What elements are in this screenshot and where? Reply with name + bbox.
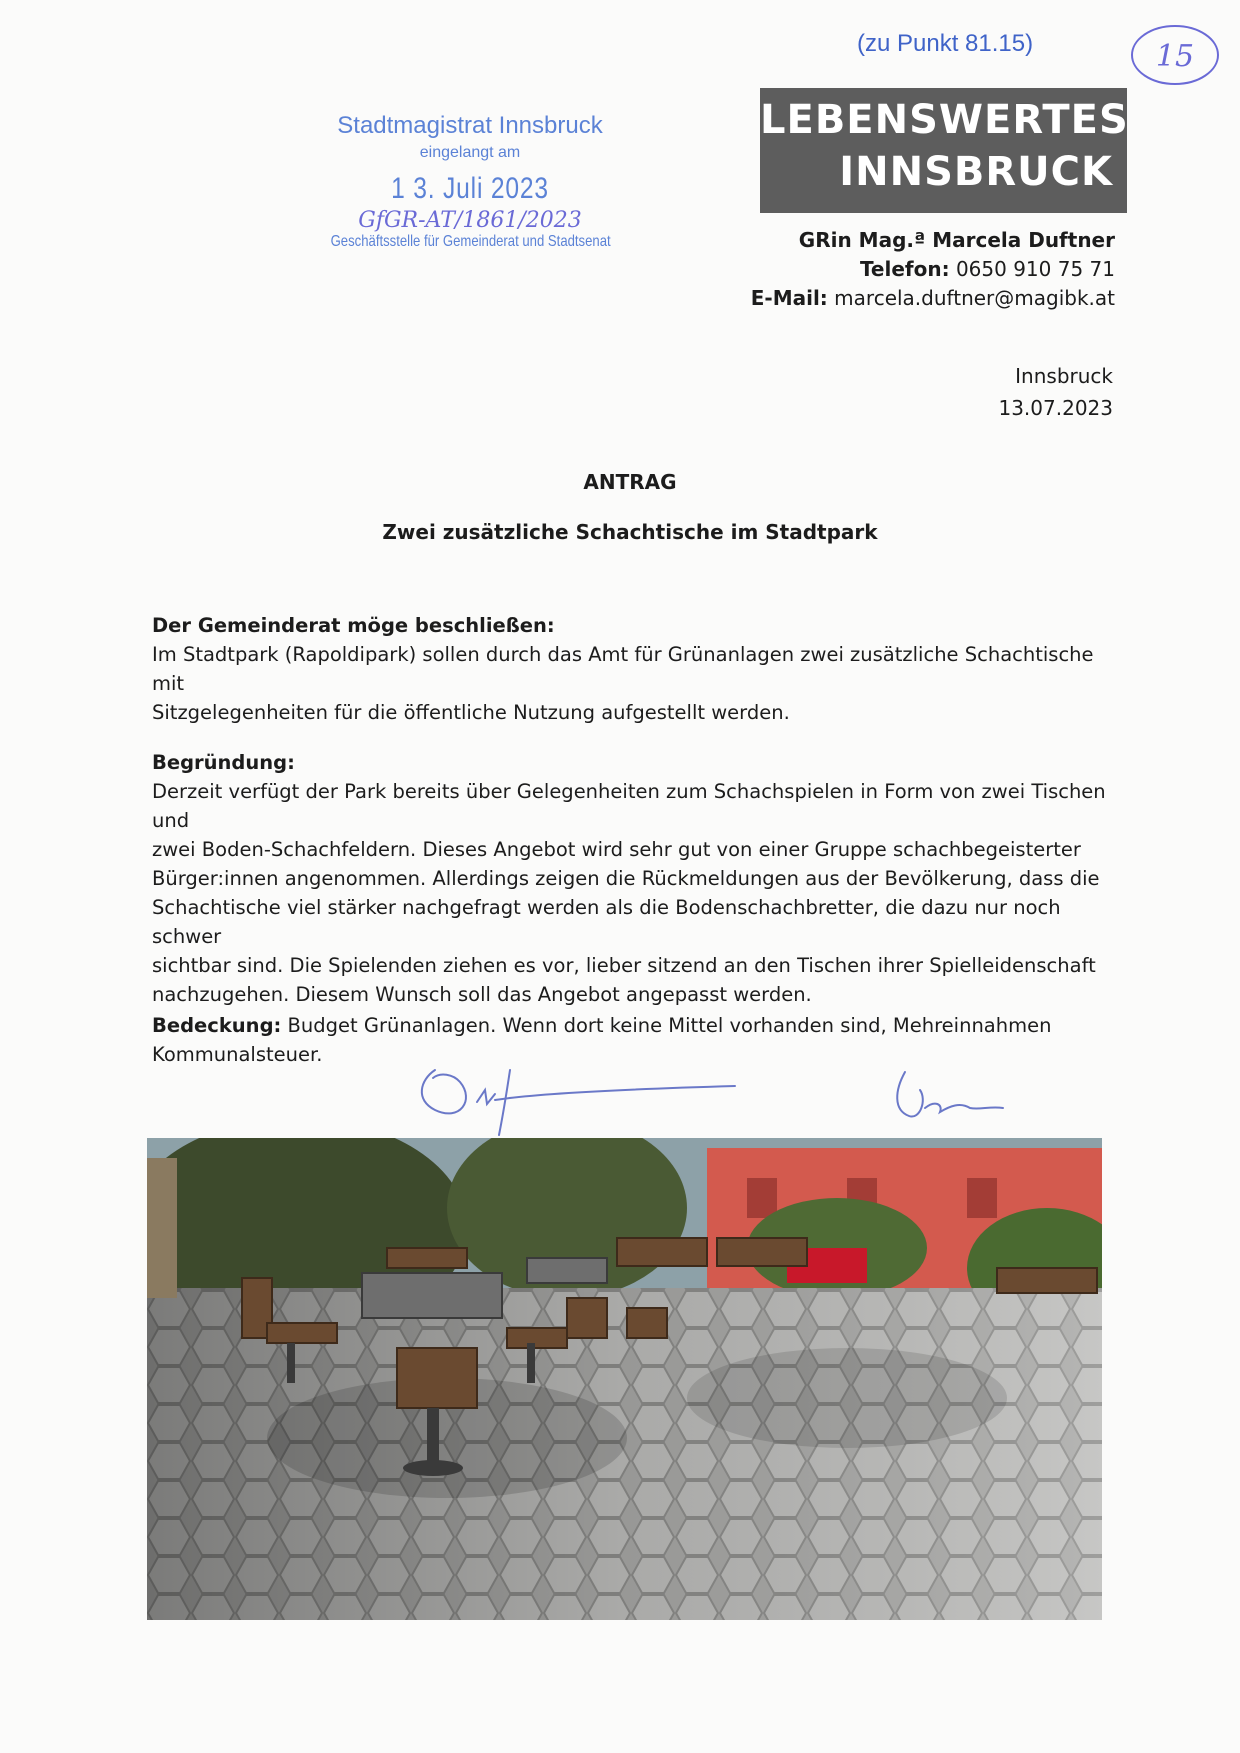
reason-line-6: nachzugehen. Diesem Wunsch soll das Angebot angepasst werden.: [152, 983, 812, 1006]
document-subject: Zwei zusätzliche Schachtische im Stadtpark: [382, 520, 878, 544]
stamp-received: eingelangt am: [419, 144, 521, 161]
reason-line-1: Derzeit verfügt der Park bereits über Gelegenheiten zum Schachspielen in Form von zwei Tischen und: [152, 780, 1106, 832]
svg-text:GfGR-AT/1861/2023: GfGR-AT/1861/2023: [358, 208, 582, 232]
resolution-heading: Der Gemeinderat möge beschließen:: [152, 614, 555, 637]
reason-section: [152, 748, 1112, 1009]
document-date: 13.07.2023: [998, 396, 1113, 420]
resolution-section: [152, 611, 1112, 727]
contact-name: GRin Mag.ª Marcela Duftner: [798, 228, 1115, 252]
place-date-block: [998, 360, 1113, 424]
email-value: marcela.duftner@magibk.at: [834, 286, 1115, 310]
logo-line-2: INNSBRUCK: [839, 149, 1113, 195]
signatures: [415, 1060, 1015, 1140]
document-title: ANTRAG: [583, 470, 677, 494]
stamp-department: Geschäftsstelle für Gemeinderat und Stadtsenat: [330, 233, 611, 250]
agenda-reference: (zu Punkt 81.15): [857, 30, 1034, 57]
logo-line-1: LEBENSWERTES: [760, 97, 1129, 143]
phone-value: 0650 910 75 71: [955, 257, 1115, 281]
funding-line-2: Kommunalsteuer.: [152, 1043, 323, 1066]
receipt-stamp: [300, 112, 640, 272]
contact-block: [751, 226, 1115, 313]
handwritten-number-circle: [1128, 22, 1222, 88]
funding-line-1: Budget Grünanlagen. Wenn dort keine Mittel vorhanden sind, Mehreinnahmen: [281, 1014, 1052, 1037]
email-label: E-Mail:: [750, 286, 828, 310]
party-logo: [760, 88, 1127, 213]
resolution-line-1: Im Stadtpark (Rapoldipark) sollen durch das Amt für Grünanlagen zwei zusätzliche Schachtische mit: [152, 643, 1094, 695]
reason-line-2: zwei Boden-Schachfeldern. Dieses Angebot wird sehr gut von einer Gruppe schachbegeisterter: [152, 838, 1081, 861]
phone-label: Telefon:: [859, 257, 950, 281]
reason-line-4: Schachtische viel stärker nachgefragt werden als die Bodenschachbretter, die dazu nur noch schwer: [152, 896, 1061, 948]
handwritten-number: 15: [1155, 39, 1195, 74]
reason-line-5: sichtbar sind. Die Spielenden ziehen es vor, lieber sitzend an den Tischen ihrer Spielleidenschaft: [152, 954, 1096, 977]
resolution-line-2: Sitzgelegenheiten für die öffentliche Nutzung aufgestellt werden.: [152, 701, 790, 724]
stamp-date: 1 3. Juli 2023: [391, 172, 549, 205]
reason-heading: Begründung:: [152, 751, 295, 774]
place: Innsbruck: [1015, 364, 1113, 388]
reason-line-3: Bürger:innen angenommen. Allerdings zeigen die Rückmeldungen aus der Bevölkerung, dass die: [152, 867, 1100, 890]
funding-label: Bedeckung:: [152, 1014, 282, 1037]
stamp-office: Stadtmagistrat Innsbruck: [337, 112, 603, 139]
park-photo: [147, 1138, 1102, 1620]
handwritten-file-number: [300, 206, 640, 232]
